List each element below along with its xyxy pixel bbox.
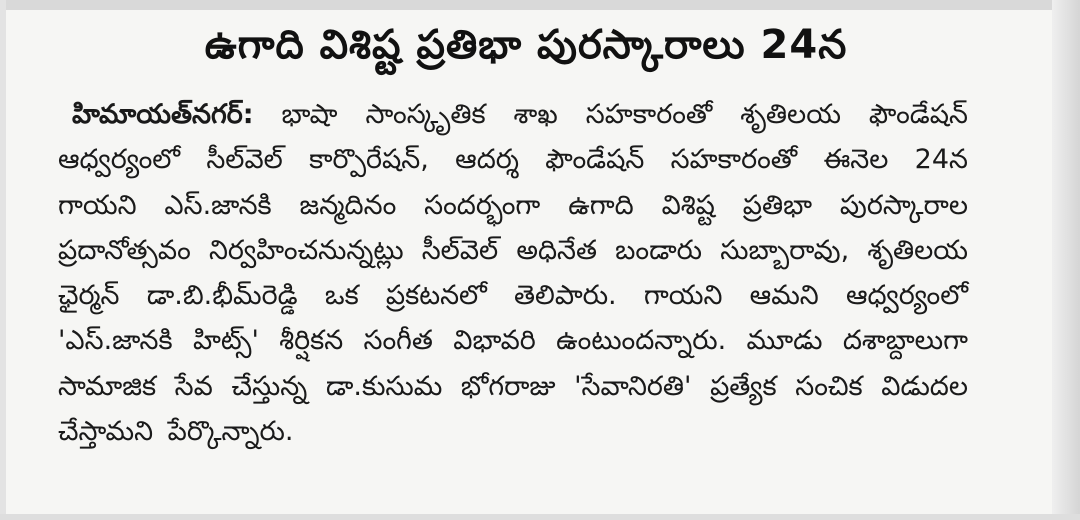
article-text: భాషా సాంస్కృతిక శాఖ సహకారంతో శృతిలయ ఫౌండేషన్ ఆధ్వర్యంలో సీల్‌వెల్ కార్పొరేషన్, ఆదర్శ ఫౌండేషన్ సహకారంతో ఈనెల 24న గాయని ఎస్.జానకి జన్మదినం సందర్భంగా ఉగాది విశిష్ట ప్రతిభా పురస్కారాల ప్రదానోత్సవం నిర్వహించనున్నట్లు సీల్‌వెల్ అధినేత బండారు సుబ్బారావు, శృతిలయ ఛైర్మన్ డా.బి.భీమ్‌రెడ్డి ఒక ప్రకటనలో తెలిపారు. గాయని ఆమని ఆధ్వర్యంలో 'ఎస్.జానకి హిట్స్' శీర్షికన సంగీత విభావరి ఉంటుందన్నారు. మూడు దశాబ్దాలుగా సామాజిక సేవ చేస్తున్న డా.కుసుమ భోగరాజు 'సేవానిరతి' ప్రత్యేక సంచిక విడుదల చేస్తామని పేర్కొన్నారు. <box>58 99 968 448</box>
article-dateline: హిమాయత్‌నగర్: <box>72 99 254 130</box>
scan-border-top <box>0 0 1080 10</box>
scan-border-right <box>1052 0 1080 520</box>
scan-border-bottom <box>0 514 1080 520</box>
article-body <box>58 92 968 454</box>
scan-border-left <box>0 0 6 520</box>
article-headline: ఉగాది విశిష్ట ప్రతిభా పురస్కారాలు 24న <box>204 22 848 68</box>
